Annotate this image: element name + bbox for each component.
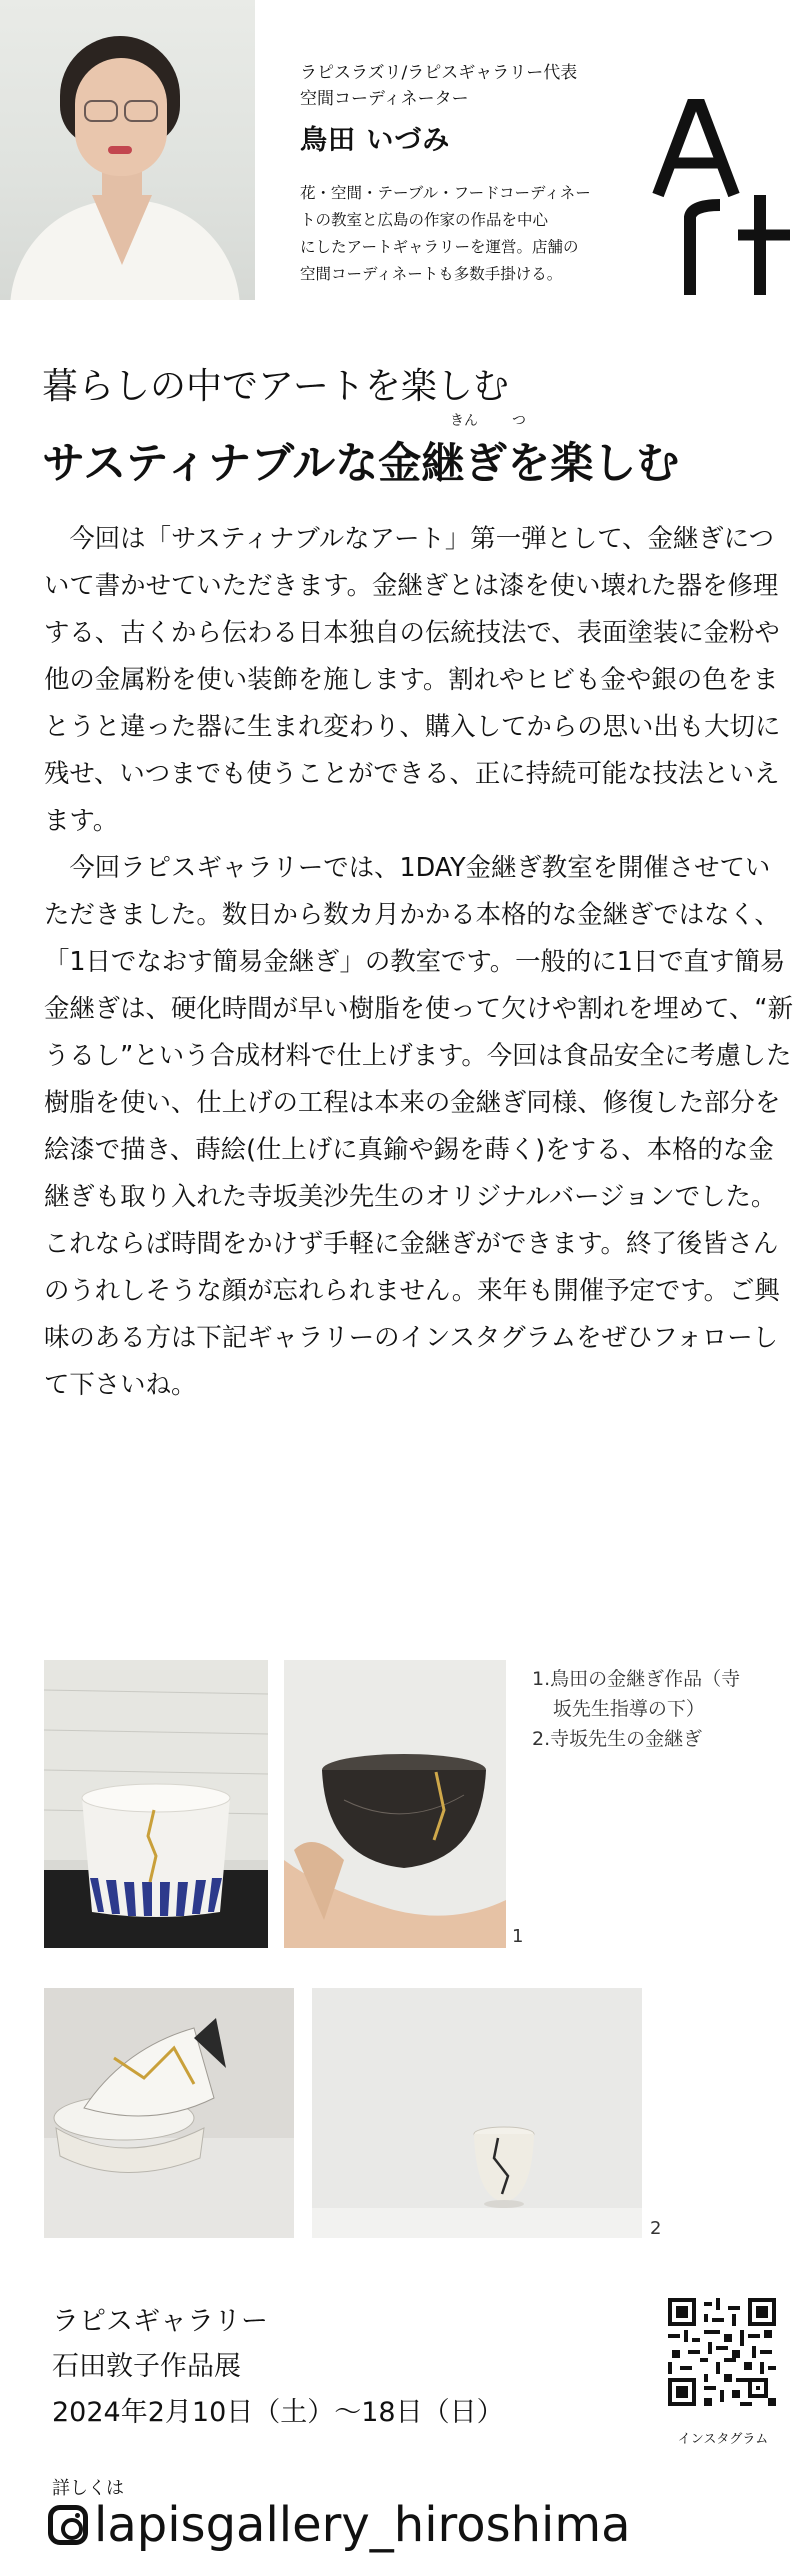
photo-caption: 1.鳥田の金継ぎ作品（寺 坂先生指導の下） 2.寺坂先生の金継ぎ: [532, 1668, 741, 1750]
paragraph-1: 今回は「サスティナブルなアート」第一弾として、金継ぎについて書かせていただきます。金継ぎとは漆を使い壊れた器を修理する、古くから伝わる日本独自の伝統技法で、表面塗装に金粉や他の金属粉を使い装飾を施します。割れやヒビも金や銀の色をまとうと違った器に生まれ変わり、購入してからの思い出も大切に残せ、いつまでも使うことができる、正に持続可能な技法といえます。: [44, 523, 781, 835]
photo-cup-blue-rim: [44, 1660, 268, 1948]
article-body: [44, 515, 794, 1408]
art-logo: [650, 95, 800, 305]
paragraph-2: 今回ラピスギャラリーでは、1DAY金継ぎ教室を開催させていただきました。数日から数カ月かかる本格的な金継ぎではなく、「1日でなおす簡易金継ぎ」の教室です。一般的に1日で直す簡易金継ぎは、硬化時間が早い樹脂を使って欠けや割れを埋めて、“新うるし”という合成材料で仕上げます。今回は食品安全に考慮した樹脂を使い、仕上げの工程は本来の金継ぎ同様、修復した部分を絵漆で描き、蒔絵(仕上げに真鍮や錫を蒔く)をする、本格的な金継ぎも取り入れた寺坂美沙先生のオリジナルバージョンでした。これならば時間をかけず手軽に金継ぎができます。終了後皆さんのうれしそうな顔が忘れられません。来年も開催予定です。ご興味のある方は下記ギャラリーのインスタグラムをぜひフォローして下さいね。: [44, 852, 793, 1399]
instagram-link[interactable]: [48, 2495, 631, 2555]
instagram-icon: [48, 2505, 88, 2545]
exhibition-date: 2024年2月10日（土）～18日（日）: [52, 2397, 504, 2428]
author-name: 鳥田 いづみ: [300, 125, 451, 156]
furigana-tsu: つ: [512, 413, 526, 429]
photo-label-1: 1: [512, 1926, 524, 1947]
headline-subtitle: 暮らしの中でアートを楽しむ: [42, 366, 509, 407]
photo-white-cup: [312, 1988, 642, 2238]
author-bio: 花・空間・テーブル・フードコーディネー トの教室と広島の作家の作品を中心 にしたアートギャラリーを運営。店舗の 空間コーディネートも多数手掛ける。: [300, 184, 591, 283]
qr-label: インスタグラム: [677, 2432, 769, 2447]
qr-code[interactable]: [668, 2298, 776, 2406]
exhibition-gallery: ラピスギャラリー: [52, 2306, 268, 2337]
furigana-kin: きん: [450, 413, 478, 429]
headline-title: サスティナブルな金継ぎを楽しむ: [42, 439, 680, 489]
details-label: 詳しくは: [52, 2478, 124, 2499]
logo-text: A: [650, 95, 651, 96]
photo-broken-bowls: [44, 1988, 294, 2238]
photo-label-2: 2: [650, 2218, 662, 2239]
exhibition-title: 石田敦子作品展: [52, 2351, 241, 2382]
author-role: ラピスラズリ/ラピスギャラリー代表 空間コーディネーター: [300, 63, 578, 109]
photo-black-bowl: [284, 1660, 506, 1948]
instagram-handle[interactable]: lapisgallery_hiroshima: [94, 2497, 631, 2553]
author-portrait: [0, 0, 255, 300]
